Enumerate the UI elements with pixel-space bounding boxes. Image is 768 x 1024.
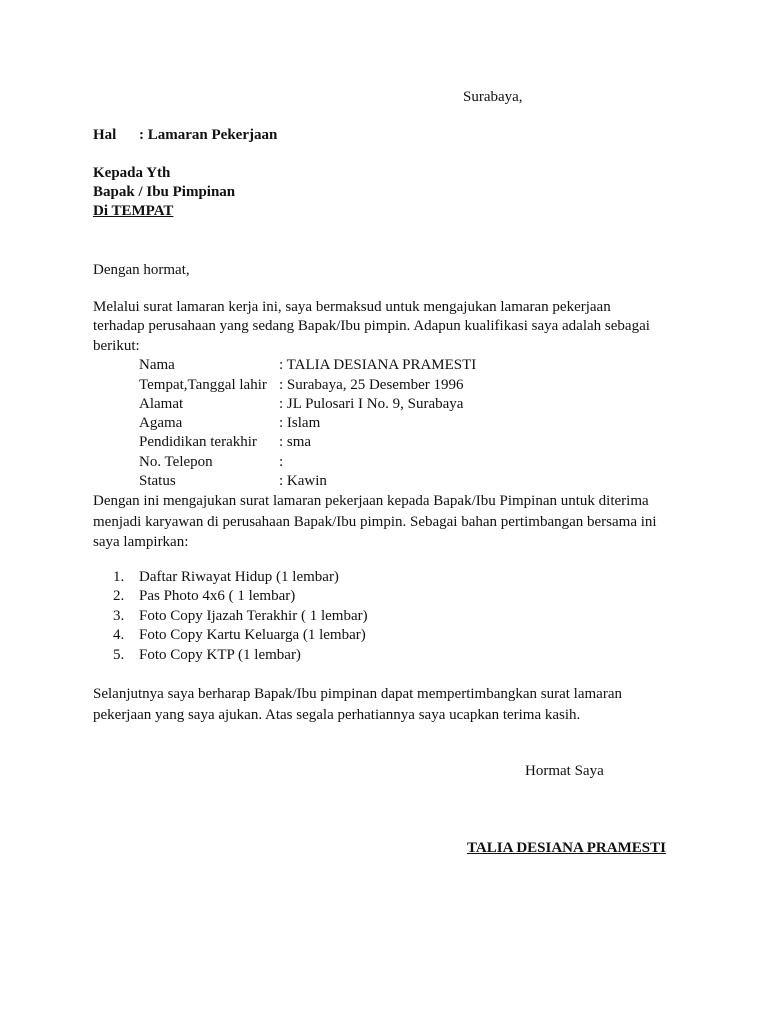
list-text: Foto Copy Kartu Keluarga (1 lembar) bbox=[139, 627, 366, 643]
list-number: 2. bbox=[113, 588, 125, 604]
list-number: 1. bbox=[113, 569, 125, 585]
detail-value: : sma bbox=[279, 434, 312, 450]
subject-label: Hal bbox=[93, 127, 117, 143]
body-line: Dengan ini mengajukan surat lamaran pekerjaan kepada Bapak/Ibu Pimpinan untuk diterima bbox=[93, 493, 649, 509]
list-number: 5. bbox=[113, 647, 125, 663]
intro-line: berikut: bbox=[93, 337, 140, 354]
detail-value: : TALIA DESIANA PRAMESTI bbox=[279, 357, 477, 373]
recipient-line-3: Di TEMPAT bbox=[93, 203, 174, 219]
place-date: Surabaya, bbox=[463, 89, 523, 105]
list-text: Foto Copy Ijazah Terakhir ( 1 lembar) bbox=[139, 608, 368, 624]
detail-label: Status bbox=[139, 473, 176, 489]
greeting: Dengan hormat, bbox=[93, 262, 190, 278]
detail-label: Agama bbox=[139, 415, 183, 431]
closing-paragraph bbox=[93, 684, 683, 725]
detail-value: : JL Pulosari I No. 9, Surabaya bbox=[279, 396, 464, 412]
closing-line: Selanjutnya saya berharap Bapak/Ibu pimpinan dapat mempertimbangkan surat lamaran bbox=[93, 686, 622, 702]
subject-value: : Lamaran Pekerjaan bbox=[139, 127, 278, 143]
signoff: Hormat Saya bbox=[525, 763, 604, 779]
body-paragraph bbox=[93, 491, 683, 553]
list-text: Pas Photo 4x6 ( 1 lembar) bbox=[139, 588, 296, 604]
detail-value: : Islam bbox=[279, 415, 321, 431]
body-line: menjadi karyawan di perusahaan Bapak/Ibu pimpin. Sebagai bahan pertimbangan bersama ini bbox=[93, 513, 657, 530]
detail-value: : Surabaya, 25 Desember 1996 bbox=[279, 377, 464, 393]
list-text: Foto Copy KTP (1 lembar) bbox=[139, 647, 301, 663]
intro-line: terhadap perusahaan yang sedang Bapak/Ibu pimpin. Adapun kualifikasi saya adalah sebagai bbox=[93, 318, 650, 335]
detail-label: No. Telepon bbox=[139, 454, 213, 470]
body-line: saya lampirkan: bbox=[93, 534, 189, 550]
list-text: Daftar Riwayat Hidup (1 lembar) bbox=[139, 569, 339, 585]
detail-label: Alamat bbox=[139, 396, 184, 412]
recipient-line-2: Bapak / Ibu Pimpinan bbox=[93, 184, 236, 200]
intro-paragraph bbox=[93, 298, 683, 356]
list-number: 3. bbox=[113, 608, 125, 624]
detail-value: : Kawin bbox=[279, 473, 327, 489]
detail-label: Pendidikan terakhir bbox=[139, 434, 257, 450]
detail-value: : bbox=[279, 454, 284, 470]
recipient-line-1: Kepada Yth bbox=[93, 165, 171, 181]
intro-line: Melalui surat lamaran kerja ini, saya bermaksud untuk mengajukan lamaran pekerjaan bbox=[93, 299, 611, 315]
list-number: 4. bbox=[113, 627, 125, 643]
closing-line: pekerjaan yang saya ajukan. Atas segala perhatiannya saya ucapkan terima kasih. bbox=[93, 706, 581, 723]
signature-name: TALIA DESIANA PRAMESTI bbox=[467, 840, 666, 856]
detail-label: Tempat,Tanggal lahir bbox=[139, 377, 267, 393]
detail-label: Nama bbox=[139, 357, 175, 373]
